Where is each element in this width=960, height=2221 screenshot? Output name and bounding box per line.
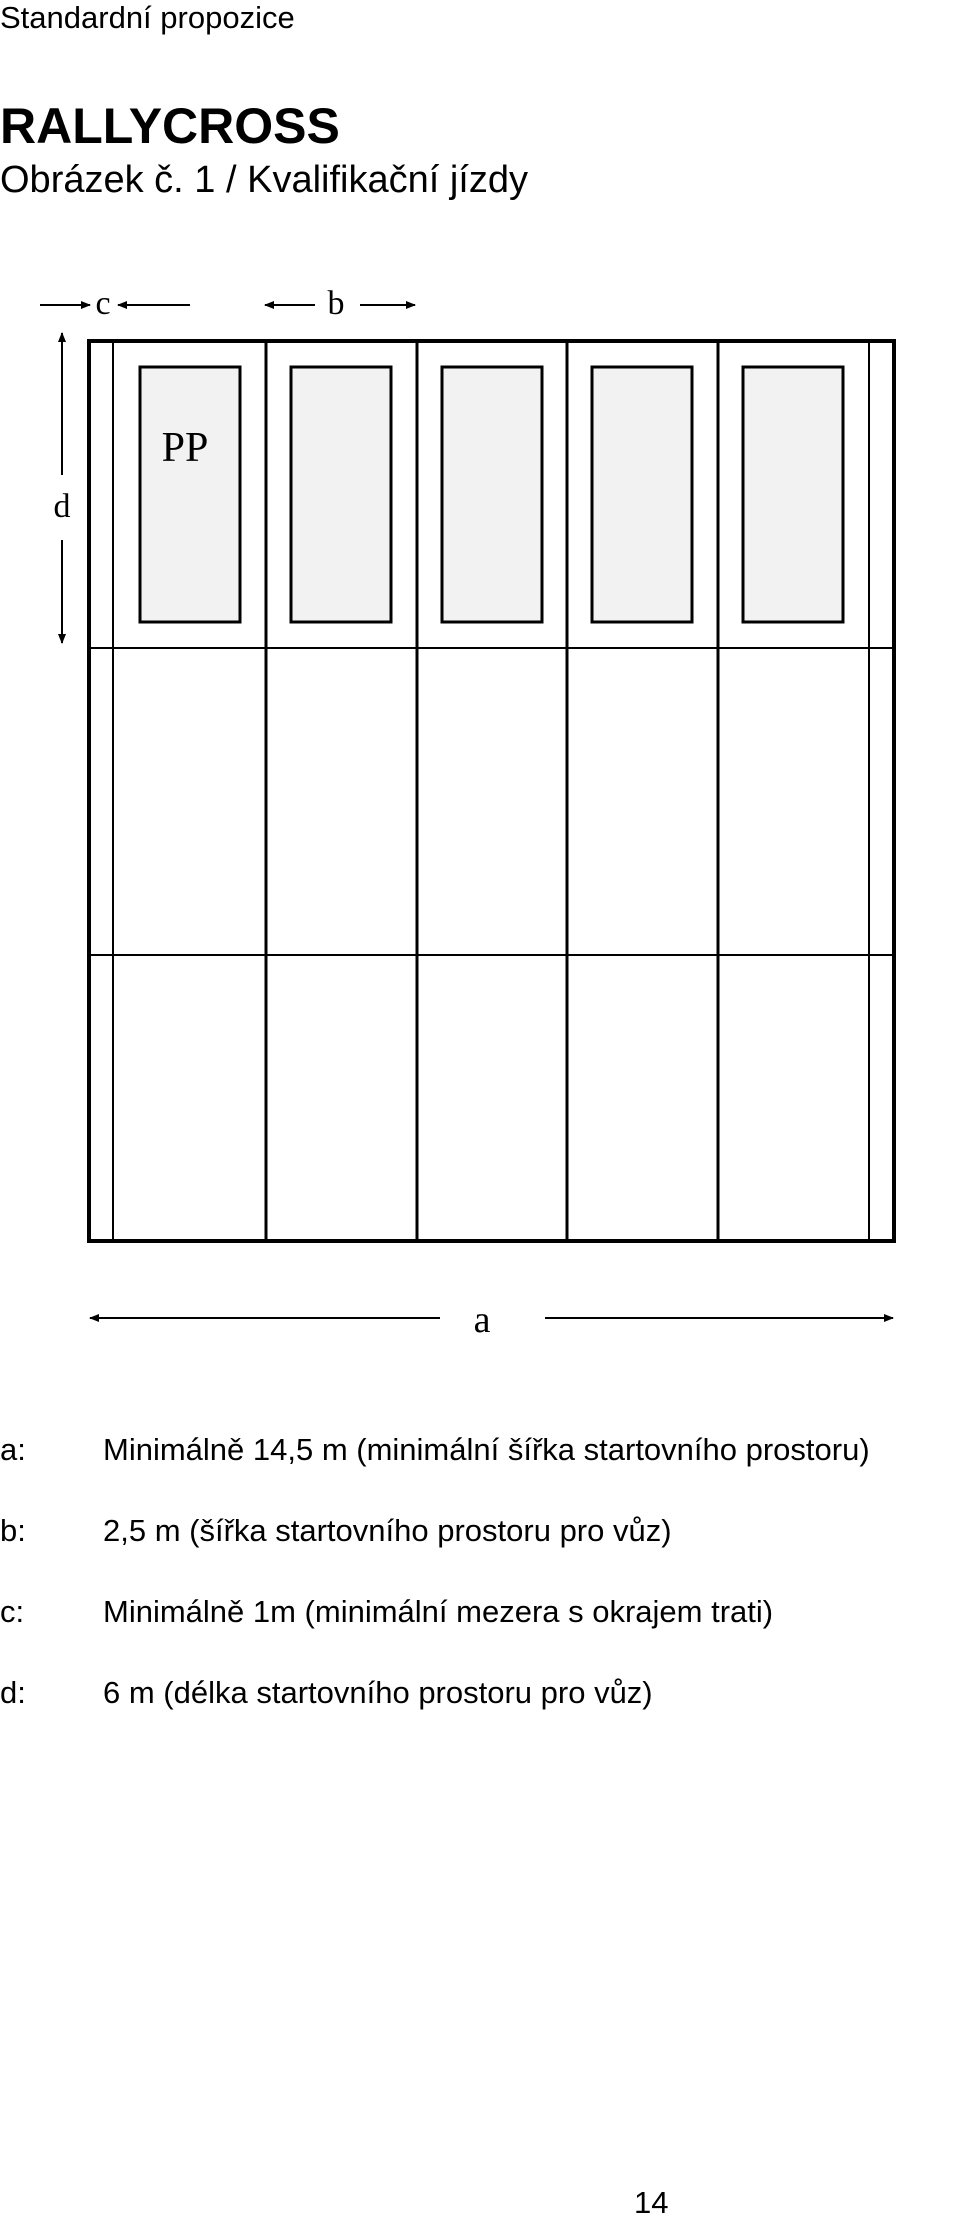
grid-row-dividers (89, 648, 894, 955)
legend-row-c (0, 1594, 960, 1675)
legend-row-a (0, 1432, 960, 1513)
starting-box-3 (442, 367, 542, 622)
legend-key: a: (0, 1432, 26, 1467)
starting-boxes (140, 367, 843, 622)
pole-position-label: PP (161, 425, 209, 471)
starting-box-5 (743, 367, 843, 622)
dimension-legend (0, 1432, 960, 1756)
page-number: 14 (634, 2185, 669, 2220)
starting-box-pole (140, 367, 240, 622)
legend-key: d: (0, 1675, 26, 1710)
legend-key: c: (0, 1594, 25, 1629)
legend-row-b (0, 1513, 960, 1594)
starting-box-2 (291, 367, 391, 622)
page-title: RALLYCROSS (0, 98, 340, 154)
legend-text: 2,5 m (šířka startovního prostoru pro vůz) (103, 1513, 672, 1548)
legend-row-d (0, 1675, 960, 1756)
dimension-label-a: a (473, 1299, 491, 1341)
legend-key: b: (0, 1513, 26, 1548)
dimension-label-b: b (327, 285, 345, 322)
legend-text: Minimálně 1m (minimální mezera s okrajem trati) (103, 1594, 774, 1629)
document-header: Standardní propozice (0, 0, 295, 35)
figure-caption: Obrázek č. 1 / Kvalifikační jízdy (0, 159, 528, 201)
dimension-label-d: d (53, 488, 71, 525)
legend-text: 6 m (délka startovního prostoru pro vůz) (103, 1675, 653, 1710)
starting-grid-diagram (0, 255, 960, 1385)
starting-box-4 (592, 367, 692, 622)
legend-text: Minimálně 14,5 m (minimální šířka startovního prostoru) (103, 1432, 870, 1467)
dimension-label-c: c (95, 285, 111, 322)
